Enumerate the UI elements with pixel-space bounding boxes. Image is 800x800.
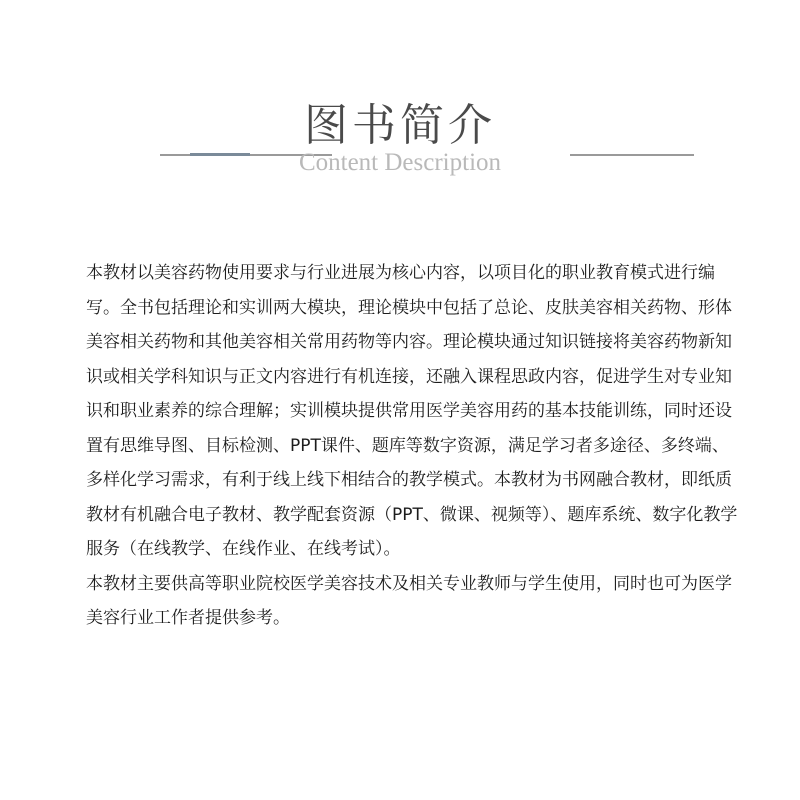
description-paragraph: 本教材主要供高等职业院校医学美容技术及相关专业教师与学生使用，同时也可为医学美容行业工作者提供参考。 (86, 573, 732, 628)
description-paragraph: 本教材以美容药物使用要求与行业进展为核心内容，以项目化的职业教育模式进行编写。全书包括理论和实训两大模块，理论模块中包括了总论、皮肤美容相关药物、形体美容相关药物和其他美容相关常用药物等内容。理论模块通过知识链接将美容药物新知识或相关学科知识与正文内容进行有机连接，还融入课程思政内容，促进学生对专业知识和职业素养的综合理解；实训模块提供常用医学美容用药的基本技能训练，同时还设置有思维导图、目标检测、PPT课件、题库等数字资源，满足学习者多途径、多终端、多样化学习需求，有利于线上线下相结合的教学模式。本教材为书网融合教材，即纸质教材有机融合电子教材、教学配套资源（PPT、微课、视频等）、题库系统、数字化教学服务（在线教学、在线作业、在线考试）。 (86, 263, 738, 559)
page-title: 图书简介 (304, 100, 496, 151)
page-subtitle: Content Description (298, 149, 502, 176)
description-text (86, 256, 744, 636)
